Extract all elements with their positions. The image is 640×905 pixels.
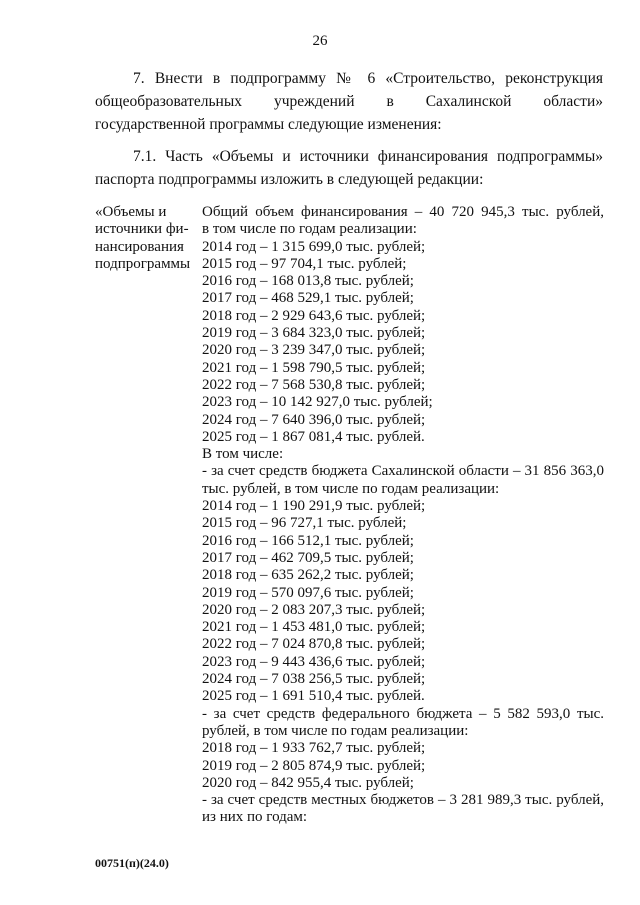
- total-year-line: 2019 год – 3 684 323,0 тыс. рублей;: [202, 325, 426, 342]
- total-year-line: 2021 год – 1 598 790,5 тыс. рублей;: [202, 359, 426, 376]
- paragraph-7-1: [95, 145, 603, 191]
- funding-label-line: подпрограммы: [95, 255, 191, 272]
- funding-label-line: нансирования: [95, 238, 184, 255]
- funding-label-line: источники фи-: [95, 221, 189, 238]
- federal-year-line: 2019 год – 2 805 874,9 тыс. рублей;: [202, 757, 426, 774]
- paragraph-7: [95, 67, 603, 136]
- funding-label-line: «Объемы и: [95, 204, 167, 220]
- total-year-line: 2025 год – 1 867 081,4 тыс. рублей.: [202, 428, 425, 445]
- regional-year-line: 2025 год – 1 691 510,4 тыс. рублей.: [202, 688, 425, 705]
- regional-budget-subline: тыс. рублей, в том числе по годам реализации:: [202, 480, 500, 497]
- regional-year-line: 2024 год – 7 038 256,5 тыс. рублей;: [202, 671, 426, 688]
- total-funding-line: Общий объем финансирования – 40 720 945,3 тыс. рублей,: [202, 204, 604, 220]
- regional-year-line: 2019 год – 570 097,6 тыс. рублей;: [202, 584, 414, 601]
- local-budget-line: - за счет средств местных бюджетов – 3 281 989,3 тыс. рублей,: [202, 792, 604, 809]
- total-funding-subline: в том числе по годам реализации:: [202, 221, 417, 238]
- regional-year-line: 2020 год – 2 083 207,3 тыс. рублей;: [202, 601, 426, 618]
- regional-budget-line: - за счет средств бюджета Сахалинской области – 31 856 363,0: [202, 463, 604, 480]
- regional-year-line: 2021 год – 1 453 481,0 тыс. рублей;: [202, 619, 426, 636]
- including-heading: В том числе:: [202, 446, 284, 463]
- regional-year-line: 2022 год – 7 024 870,8 тыс. рублей;: [202, 636, 426, 653]
- total-year-line: 2014 год – 1 315 699,0 тыс. рублей;: [202, 238, 426, 255]
- total-year-line: 2022 год – 7 568 530,8 тыс. рублей;: [202, 376, 426, 393]
- funding-label-column: [95, 204, 197, 273]
- federal-year-line: 2020 год – 842 955,4 тыс. рублей;: [202, 774, 414, 791]
- document-code: 00751(п)(24.0): [95, 856, 169, 870]
- regional-year-line: 2016 год – 166 512,1 тыс. рублей;: [202, 532, 414, 549]
- regional-year-line: 2017 год – 462 709,5 тыс. рублей;: [202, 549, 414, 566]
- total-year-line: 2023 год – 10 142 927,0 тыс. рублей;: [202, 394, 433, 411]
- paragraph-7-1-text: 7.1. Часть «Объемы и источники финансирования подпрограммы» паспорта подпрограммы изложить в следующей редакции:: [95, 148, 603, 188]
- total-year-line: 2024 год – 7 640 396,0 тыс. рублей;: [202, 411, 426, 428]
- total-year-line: 2016 год – 168 013,8 тыс. рублей;: [202, 273, 414, 290]
- regional-year-line: 2023 год – 9 443 436,6 тыс. рублей;: [202, 653, 426, 670]
- federal-budget-subline: рублей, в том числе по годам реализации:: [202, 722, 469, 739]
- regional-year-line: 2014 год – 1 190 291,9 тыс. рублей;: [202, 498, 426, 515]
- funding-details-column: [202, 204, 604, 827]
- total-year-line: 2018 год – 2 929 643,6 тыс. рублей;: [202, 307, 426, 324]
- federal-year-line: 2018 год – 1 933 762,7 тыс. рублей;: [202, 740, 426, 757]
- page-number: 26: [312, 33, 328, 49]
- regional-year-line: 2015 год – 96 727,1 тыс. рублей;: [202, 515, 407, 532]
- federal-budget-line: - за счет средств федерального бюджета – 5 582 593,0 тыс.: [202, 705, 604, 722]
- total-year-line: 2020 год – 3 239 347,0 тыс. рублей;: [202, 342, 426, 359]
- total-year-line: 2017 год – 468 529,1 тыс. рублей;: [202, 290, 414, 307]
- local-budget-subline: из них по годам:: [202, 809, 308, 826]
- paragraph-7-text: 7. Внести в подпрограмму № 6 «Строительство, реконструкция общеобразовательных учреждений в Сахалинской области» государственной программы следующие изменения:: [95, 70, 603, 133]
- regional-year-line: 2018 год – 635 262,2 тыс. рублей;: [202, 567, 414, 584]
- total-year-line: 2015 год – 97 704,1 тыс. рублей;: [202, 255, 407, 272]
